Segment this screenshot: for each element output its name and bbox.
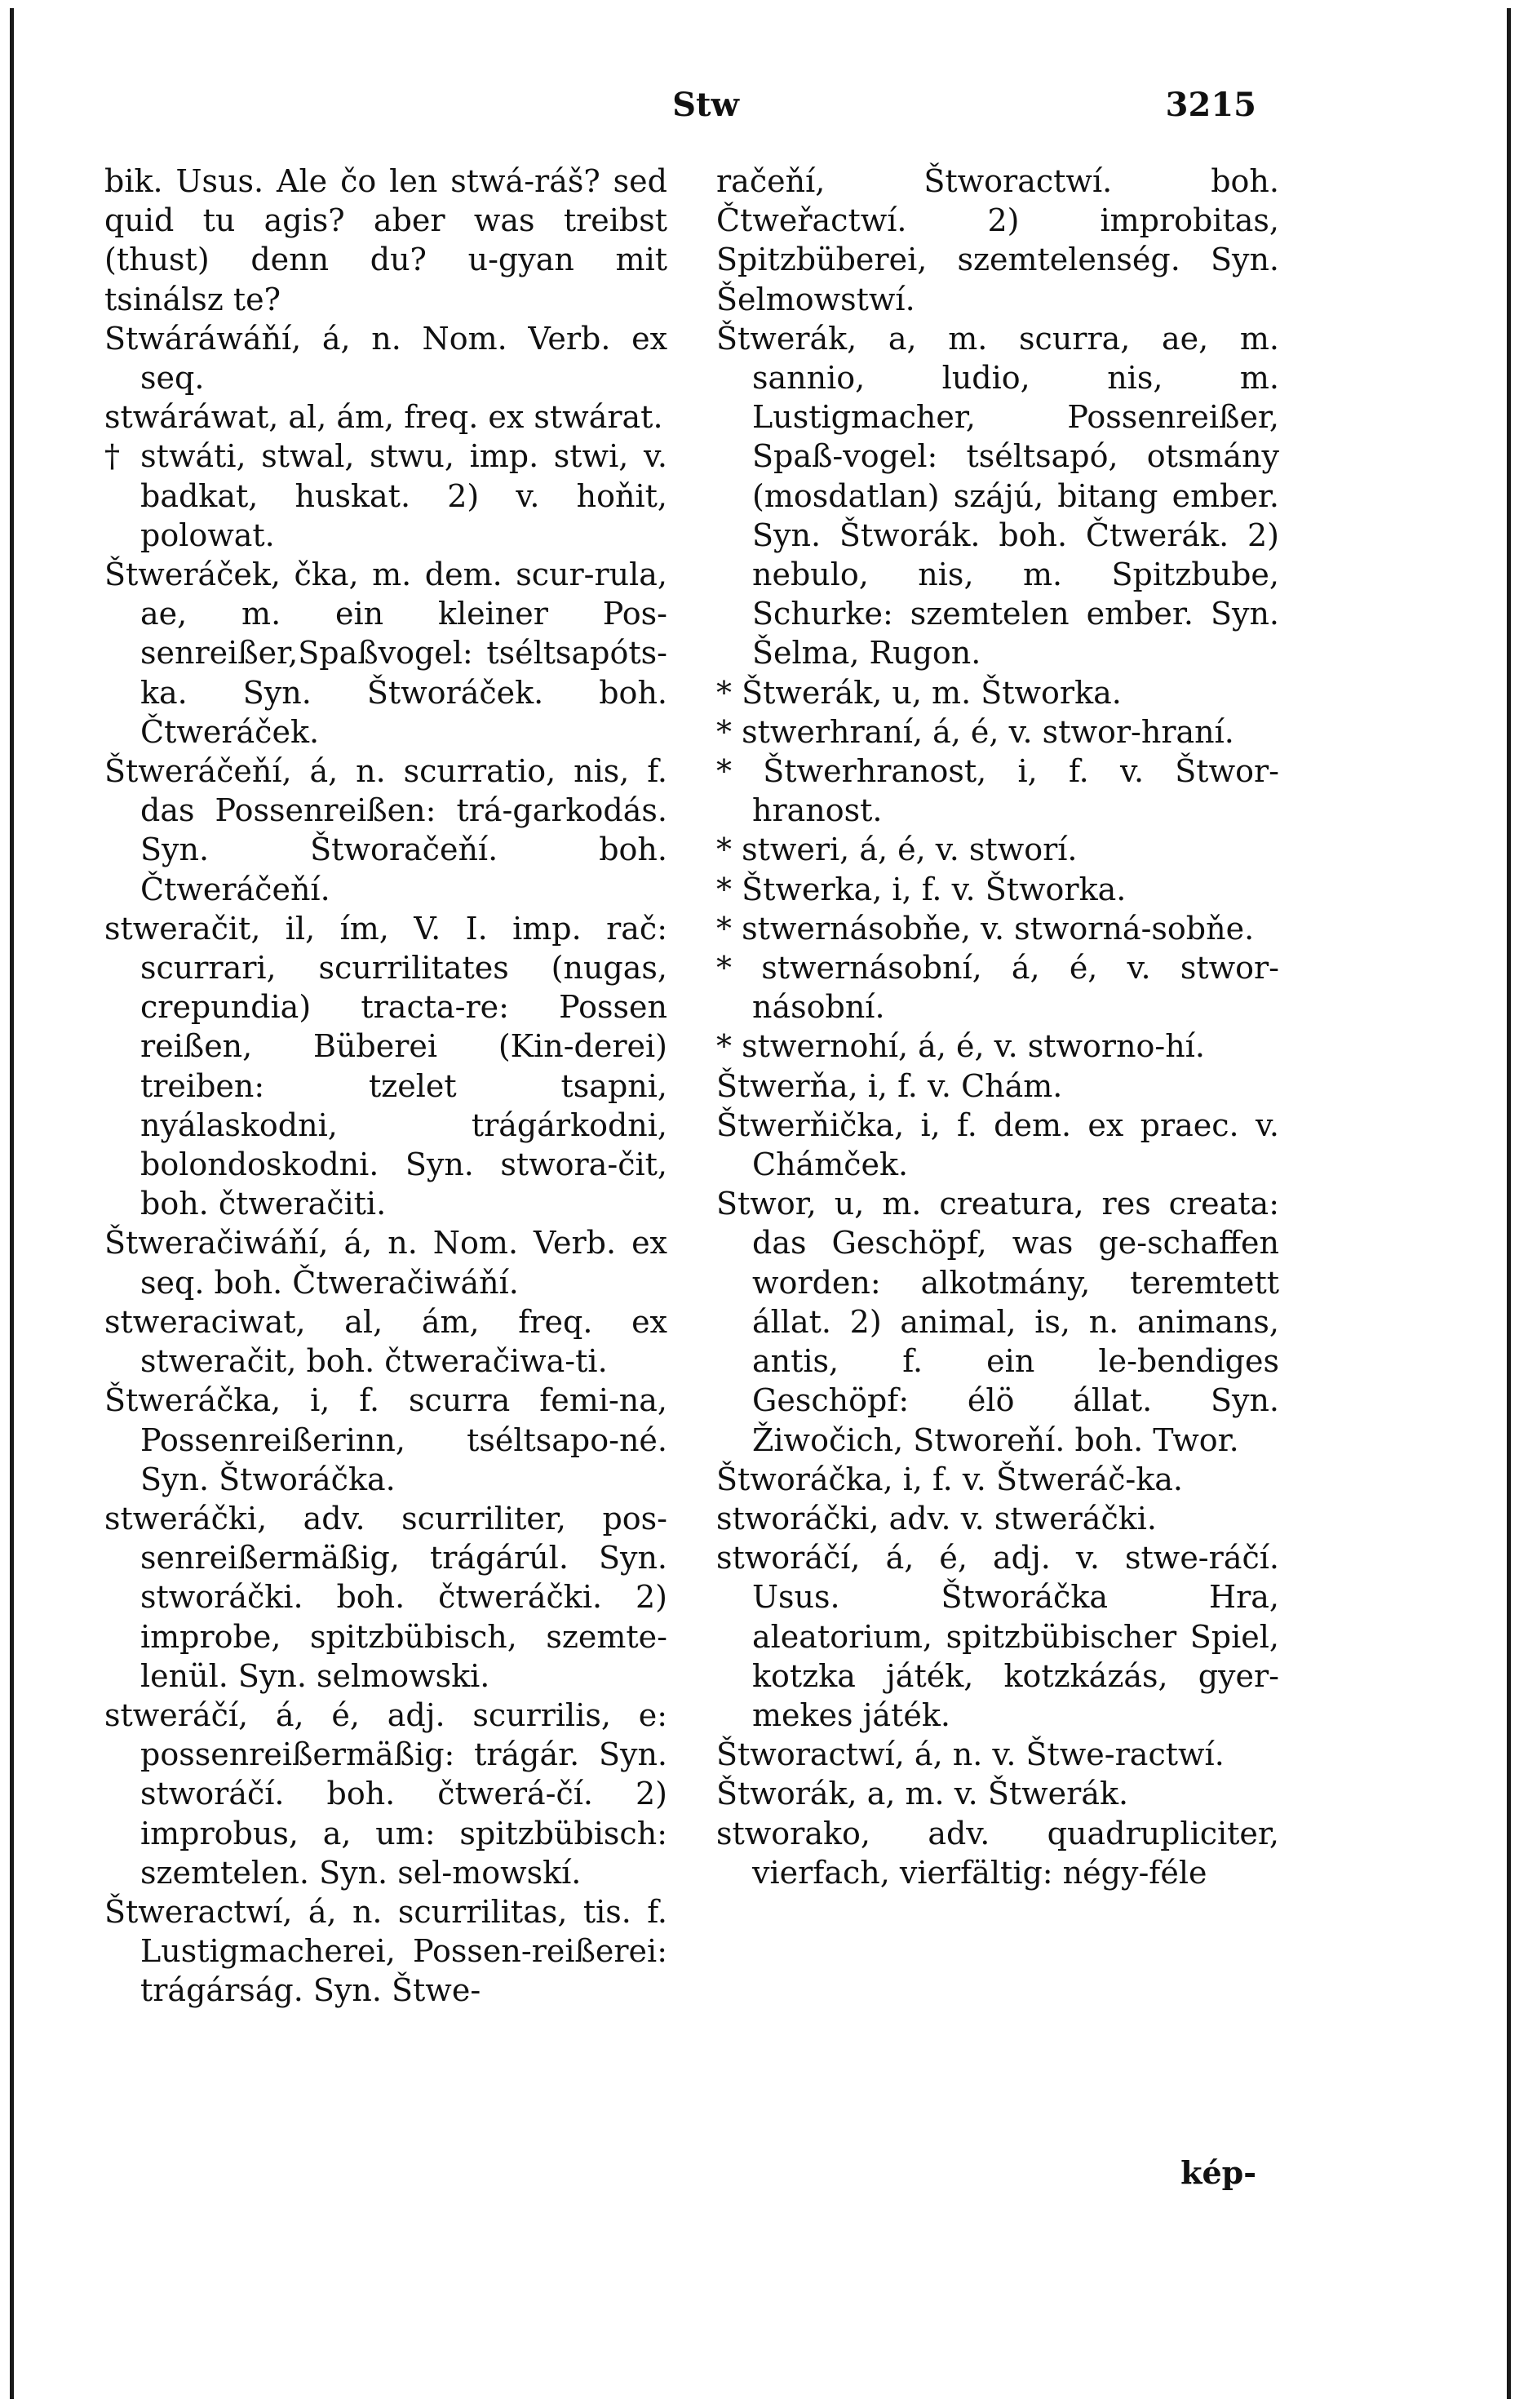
dictionary-entry: bik. Usus. Ale čo len stwá-ráš? sed quid tu agis? aber was treibst (thust) denn du? u-gyan mit tsinálsz te? <box>104 163 667 317</box>
dictionary-entry: Štworáčka, i, f. v. Štweráč-ka. <box>716 1461 1183 1497</box>
dictionary-entry: račeňí, Štworactwí. boh. Čtweřactwí. 2) improbitas, Spitzbüberei, szemtelenség. Syn. Šelmowstwí. <box>716 163 1279 317</box>
dictionary-entry: Stwor, u, m. creatura, res creata: das Geschöpf, was ge-schaffen worden: alkotmány, teremtett állat. 2) animal, is, n. animans, antis, f. ein le-bendiges Geschöpf: élö állat. Syn. Žiwočich, Stworeňí. boh. Twor. <box>716 1186 1279 1458</box>
dictionary-entry: Štwerák, a, m. scurra, ae, m. sannio, ludio, nis, m. Lustigmacher, Possenreißer, Spaß-vogel: tséltsapó, otsmány (mosdatlan) szájú, bitang ember. Syn. Štworák. boh. Čtwerák. 2) nebulo, nis, m. Spitzbube, Schurke: szemtelen ember. Syn. Šelma, Rugon. <box>716 320 1279 672</box>
dictionary-entry: * stwernohí, á, é, v. stworno-hí. <box>716 1028 1205 1065</box>
dictionary-entry: * stwernásobňe, v. stworná-sobňe. <box>716 910 1255 947</box>
dictionary-entry: Štweráčeňí, á, n. scurratio, nis, f. das Possenreißen: trá-garkodás. Syn. Štworačeňí. boh. Čtweráčeňí. <box>104 753 667 907</box>
dictionary-entry: * Štwerka, i, f. v. Štworka. <box>716 871 1127 907</box>
dictionary-entry: * stweri, á, é, v. stworí. <box>716 831 1078 868</box>
dictionary-entry: Štworactwí, á, n. v. Štwe-ractwí. <box>716 1736 1225 1773</box>
dictionary-entry: * stwernásobní, á, é, v. stwor-násobní. <box>716 950 1279 1026</box>
dictionary-entry: * stwerhraní, á, é, v. stwor-hraní. <box>716 713 1234 750</box>
dictionary-entry: Štweračiwáňí, á, n. Nom. Verb. ex seq. boh. Čtweračiwáňí. <box>104 1225 667 1301</box>
dictionary-entry: † stwáti, stwal, stwu, imp. stwi, v. badkat, huskat. 2) v. hoňit, polowat. <box>104 438 667 553</box>
dictionary-entry: stweračit, il, ím, V. I. imp. rač: scurrari, scurrilitates (nugas, crepundia) tracta-re: Possen reißen, Büberei (Kin-derei) treiben: tzelet tsapni, nyálaskodni, trágárkodni, bolondoskodni. Syn. stwora-čit, boh. čtweračiti. <box>104 910 667 1222</box>
dictionary-entry: Štweractwí, á, n. scurrilitas, tis. f. Lustigmacherei, Possen-reißerei: trágárság. Syn. Štwe- <box>104 1893 667 2009</box>
dictionary-entry: stweráčí, á, é, adj. scurrilis, e: possenreißermäßig: trágár. Syn. stworáčí. boh. čtwerá-čí. 2) improbus, a, um: spitzbübisch: szemtelen. Syn. sel-mowskí. <box>104 1696 667 1891</box>
dictionary-entry: * Štwerhranost, i, f. v. Štwor-hranost. <box>716 753 1279 829</box>
dictionary-entry: Štwerňička, i, f. dem. ex praec. v. Chámček. <box>716 1106 1279 1183</box>
dictionary-entry: Stwáráwáňí, á, n. Nom. Verb. ex seq. <box>104 320 667 397</box>
dictionary-entry: stworako, adv. quadrupliciter, vierfach, vierfältig: négy-féle <box>716 1815 1279 1891</box>
running-head: Stw <box>672 86 739 124</box>
dictionary-entry: Štwerňa, i, f. v. Chám. <box>716 1067 1063 1104</box>
dictionary-entry: Štworák, a, m. v. Štwerák. <box>716 1776 1129 1812</box>
dictionary-entry: stworáčki, adv. v. stweráčki. <box>716 1500 1157 1537</box>
dictionary-entry: stwáráwat, al, ám, freq. ex stwárat. <box>104 399 663 436</box>
dictionary-entry: Štweráčka, i, f. scurra femi-na, Possenreißerinn, tséltsapo-né. Syn. Štworáčka. <box>104 1382 667 1497</box>
page-number: 3215 <box>1165 86 1256 124</box>
left-column <box>104 162 667 2011</box>
dictionary-entry: stweráčki, adv. scurriliter, pos-senreißermäßig, trágárúl. Syn. stworáčki. boh. čtweráčki. 2) improbe, spitzbübisch, szemte-lenül. Syn. selmowski. <box>104 1500 667 1694</box>
dictionary-entry: * Štwerák, u, m. Štworka. <box>716 674 1122 711</box>
catchword: kép- <box>1180 2154 1256 2191</box>
dictionary-entry: stweraciwat, al, ám, freq. ex stweračit, boh. čtweračiwa-ti. <box>104 1303 667 1380</box>
dictionary-entry: Štweráček, čka, m. dem. scur-rula, ae, m. ein kleiner Pos-senreißer,Spaßvogel: tséltsapóts-ka. Syn. Štworáček. boh. Čtweráček. <box>104 557 667 750</box>
right-column <box>716 162 1279 1892</box>
dictionary-entry: stworáčí, á, é, adj. v. stwe-ráčí. Usus. Štworáčka Hra, aleatorium, spitzbübischer Spiel, kotzka játék, kotzkázás, gyer-mekes játék. <box>716 1540 1279 1733</box>
